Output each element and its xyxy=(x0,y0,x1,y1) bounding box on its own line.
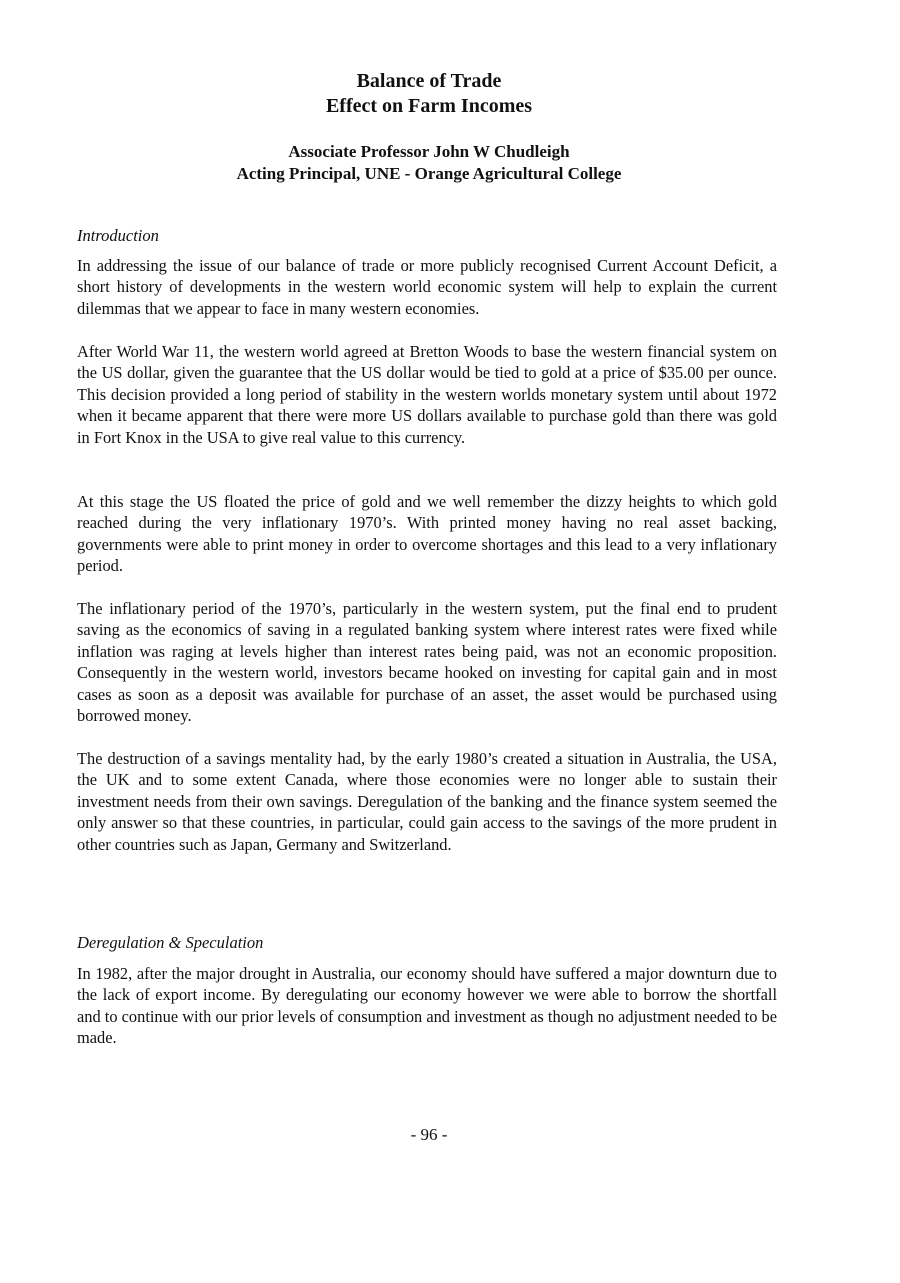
paragraph-deregulation-1: In 1982, after the major drought in Australia, our economy should have suffered a major downturn due to the lack of export income. By deregulating our economy however we were able to borrow the shortfall and to continue with our prior levels of consumption and investment as though no adjustment needed to be made. xyxy=(77,964,777,1048)
paragraph-intro-1: In addressing the issue of our balance of trade or more publicly recognised Current Account Deficit, a short history of developments in the western world economic system will help to explain the current dilemmas that we appear to face in many western economies. xyxy=(77,256,777,318)
paragraph-intro-2: After World War 11, the western world agreed at Bretton Woods to base the western financial system on the US dollar, given the guarantee that the US dollar would be tied to gold at a price of $35.00 per ounce. This decision provided a long period of stability in the western worlds monetary system until about 1972 when it became apparent that there were more US dollars available to purchase gold than there was gold in Fort Knox in the USA to give real value to this currency. xyxy=(77,342,777,447)
author-name: Associate Professor John W Chudleigh xyxy=(288,142,570,161)
document-title-line-2: Effect on Farm Incomes xyxy=(325,95,533,117)
document-title-line-1: Balance of Trade xyxy=(356,70,502,92)
paragraph-intro-3: At this stage the US floated the price of gold and we well remember the dizzy heights to which gold reached during the very inflationary 1970’s. With printed money having no real asset backing, governments were able to print money in order to overcome shortages and this lead to a very inflationary period. xyxy=(77,492,777,576)
author-affiliation: Acting Principal, UNE - Orange Agricultural College xyxy=(236,164,622,183)
section-heading-introduction: Introduction xyxy=(77,226,159,245)
paragraph-intro-4: The inflationary period of the 1970’s, particularly in the western system, put the final end to prudent saving as the economics of saving in a regulated banking system where interest rates were fixed while inflation was raging at levels higher than interest rates being paid, was not an economic proposition. Consequently in the western world, investors became hooked on investing for capital gain and in most cases as soon as a deposit was available for purchase of an asset, the asset would be purchased using borrowed money. xyxy=(77,599,777,726)
section-heading-deregulation: Deregulation & Speculation xyxy=(77,933,264,952)
paragraph-intro-5: The destruction of a savings mentality had, by the early 1980’s created a situation in Australia, the USA, the UK and to some extent Canada, where those economies were no longer able to sustain their investment needs from their own savings. Deregulation of the banking and the finance system seemed the only answer so that these countries, in particular, could gain access to the savings of the more prudent in other countries such as Japan, Germany and Switzerland. xyxy=(77,749,777,854)
page-number: - 96 - xyxy=(410,1125,448,1144)
